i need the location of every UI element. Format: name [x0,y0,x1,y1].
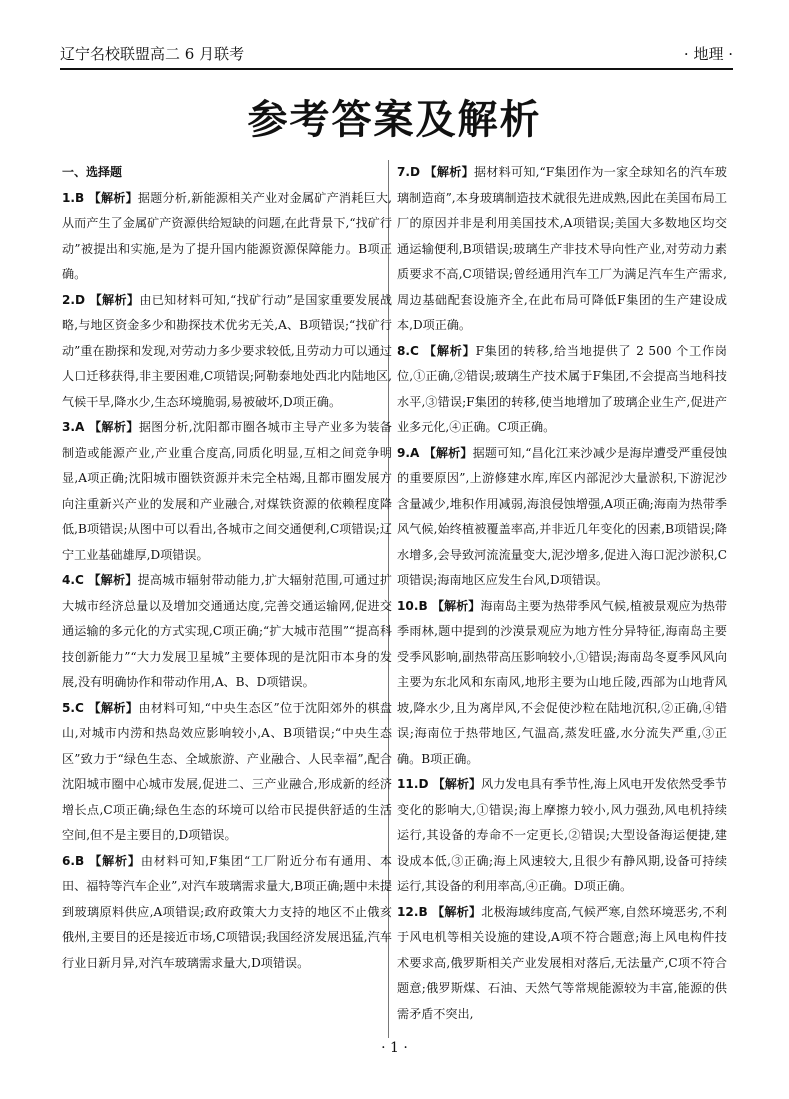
answer-letter: D [410,165,425,179]
analysis-text: 由已知材料可知,“找矿行动”是国家重要发展战略,与地区资金多少和勘探技术优劣无关,A、B项错误;“找矿行动”重在勘探和发现,对劳动力多少要求较低,且劳动力可以通过人口迁移获得,非主要困难,C项错误;阿勒泰地处西北内陆地区,气候干旱,降水少,生态环境脆弱,易被破坏,D项正确。 [62,292,392,409]
answer-letter: C [75,700,89,715]
answer-letter: B [418,598,432,613]
exam-name: 辽宁名校联盟高二 6 月联考 [60,45,245,63]
page-number: · 1 · [381,1040,408,1056]
answer-item [62,415,392,568]
question-number: 12. [397,904,419,919]
analysis-text: 据图分析,沈阳都市圈各城市主导产业多为装备制造或能源产业,产业重合度高,同质化明显,互相之间竞争明显,A项正确;沈阳城市圈铁资源并未完全枯竭,且都市圈发展方向注重新兴产业的发展和产业融合,对煤铁资源的依赖程度降低,B项错误;从图中可以看出,各城市之间交通便利,C项错误;辽宁工业基础雄厚,D项错误。 [62,420,392,562]
question-number: 5. [62,700,76,715]
question-number: 1. [62,190,76,205]
answer-item [397,160,727,339]
analysis-text: 据题分析,新能源相关产业对金属矿产消耗巨大,从而产生了金属矿产资源供给短缺的问题,在此背景下,“找矿行动”被提出和实施,是为了提升国内能源资源保障能力。B项正确。 [62,190,392,281]
answer-key [62,293,139,307]
analysis-text: 海南岛主要为热带季风气候,植被景观应为热带季雨林,题中提到的沙漠景观应为地方性分异特征,海南岛主要受季风影响,副热带高压影响较小,①错误;海南岛冬夏季风风向主要为东北风和东南风,地形主要为山地丘陵,西部为山地背风坡,降水少,且为离岸风,不会促使沙粒在陆地沉积,②正确,④错误;海南位于热带地区,气温高,蒸发旺盛,水分流失严重,③正确。B项正确。 [397,598,727,766]
analysis-tag: 【解析】 [88,573,138,587]
question-number: 7. [397,165,411,179]
analysis-tag: 【解析】 [431,598,481,613]
answer-key [397,165,474,179]
answer-key [397,344,476,358]
page-header [60,42,733,70]
answer-key [397,905,481,919]
analysis-tag: 【解析】 [88,190,138,205]
section-heading: 一、选择题 [62,165,123,179]
analysis-tag: 【解析】 [432,777,482,791]
answer-letter: B [75,853,90,868]
analysis-text: 由材料可知,F集团“工厂附近分布有通用、本田、福特等汽车企业”,对汽车玻璃需求量大,B项正确;题中未提到玻璃原料供应,A项错误;政府政策大力支持的地区不止俄亥俄州,主要目的还是接近市场,C项错误;我国经济发展迅猛,汽车行业日新月异,对汽车玻璃需求量大,D项错误。 [62,853,392,970]
answer-letter: D [75,292,90,307]
answer-letter: C [75,573,89,587]
question-number: 4. [62,573,76,587]
answer-item [397,339,727,441]
answer-key [62,701,138,715]
analysis-tag: 【解析】 [89,292,140,307]
question-number: 11. [397,777,419,791]
left-column [62,160,392,976]
question-number: 6. [62,853,76,868]
answer-key [397,777,481,791]
answer-letter: B [418,904,433,919]
answer-item [397,594,727,773]
question-number: 10. [397,598,419,613]
answer-key [62,420,139,434]
analysis-tag: 【解析】 [89,853,141,868]
answer-key [397,599,480,613]
analysis-text: 北极海域纬度高,气候严寒,自然环境恶劣,不利于风电机等相关设施的建设,A项不符合题意;海上风电构件技术要求高,俄罗斯相关产业发展相对落后,无法量产,C项不符合题意;俄罗斯煤、石油、天然气等常规能源较为丰富,能源的供需矛盾不突出, [397,904,727,1021]
answer-item [397,441,727,594]
answer-key [62,854,141,868]
answer-item [397,900,727,1028]
analysis-tag: 【解析】 [88,420,139,434]
answer-letter: A [410,445,424,460]
answer-item [62,288,392,416]
answer-item [62,696,392,849]
answer-letter: B [75,190,89,205]
question-number: 3. [62,420,76,434]
answer-letter: A [75,420,89,434]
analysis-text: 据材料可知,“F集团作为一家全球知名的汽车玻璃制造商”,本身玻璃制造技术就很先进成熟,因此在美国布局工厂的原因并非是利用美国技术,A项错误;美国大多数地区均交通运输便利,B项错误;玻璃生产非技术导向性产业,对劳动力素质要求不高,C项错误;曾经通用汽车工厂为满足汽车生产需求,周边基础配套设施齐全,在此布局可降低F集团的生产建设成本,D项正确。 [397,165,727,332]
answer-key [62,191,138,205]
analysis-tag: 【解析】 [432,904,482,919]
answer-letter: D [418,777,433,791]
analysis-tag: 【解析】 [423,343,476,358]
answer-letter: C [410,343,424,358]
analysis-tag: 【解析】 [424,165,474,179]
analysis-text: 据题可知,“昌化江来沙减少是海岸遭受严重侵蚀的重要原因”,上游修建水库,库区内部泥沙大量淤积,下游泥沙含量减少,堆积作用减弱,海浪侵蚀增强,A项正确;海南为热带季风气候,始终植被覆盖率高,并非近几年变化的因素,B项错误;降水增多,会导致河流流量变大,泥沙增多,促进入海口泥沙淤积,C项错误;海南地区应发生台风,D项错误。 [397,445,727,587]
answer-item [62,568,392,696]
question-number: 8. [397,343,411,358]
answer-key [62,573,138,587]
analysis-text: F集团的转移,给当地提供了 2 500 个工作岗位,①正确,②错误;玻璃生产技术属于F集团,不会提高当地科技水平,③错误;F集团的转移,使当地增加了玻璃企业生产,促进产业多元化,④正确。C项正确。 [397,343,727,434]
answer-item [62,186,392,288]
analysis-text: 提高城市辐射带动能力,扩大辐射范围,可通过扩大城市经济总量以及增加交通通达度,完善交通运输网,促进交通运输的多元化的方式实现,C项正确;“扩大城市范围”“提高科技创新能力”“大力发展卫星城”主要体现的是沈阳市本身的发展,没有明确协作和带动作用,A、B、D项错误。 [62,573,392,689]
subject-label: · 地理 · [683,45,733,63]
question-number: 9. [397,445,411,460]
answer-item [62,849,392,977]
analysis-tag: 【解析】 [423,445,473,460]
answer-item [397,772,727,900]
answer-key [397,446,473,460]
page-title: 参考答案及解析 [247,97,542,143]
analysis-text: 风力发电具有季节性,海上风电开发依然受季节变化的影响大,①错误;海上摩擦力较小,风力强劲,风电机持续运行,其设备的寿命不一定更长,②错误;大型设备海运便捷,建设成本低,③正确;海上风速较大,且很少有静风期,设备可持续运行,其设备的利用率高,④正确。D项正确。 [397,777,727,893]
analysis-text: 由材料可知,“中央生态区”位于沈阳郊外的棋盘山,对城市内涝和热岛效应影响较小,A、B项错误;“中央生态区”致力于“绿色生态、全域旅游、产业融合、人民幸福”,配合沈阳城市圈中心城市发展,促进二、三产业融合,形成新的经济增长点,C项正确;绿色生态的环境可以给市民提供舒适的生活空间,但不是主要目的,D项错误。 [62,700,392,842]
question-number: 2. [62,292,76,307]
analysis-tag: 【解析】 [88,700,139,715]
right-column [397,160,727,1027]
